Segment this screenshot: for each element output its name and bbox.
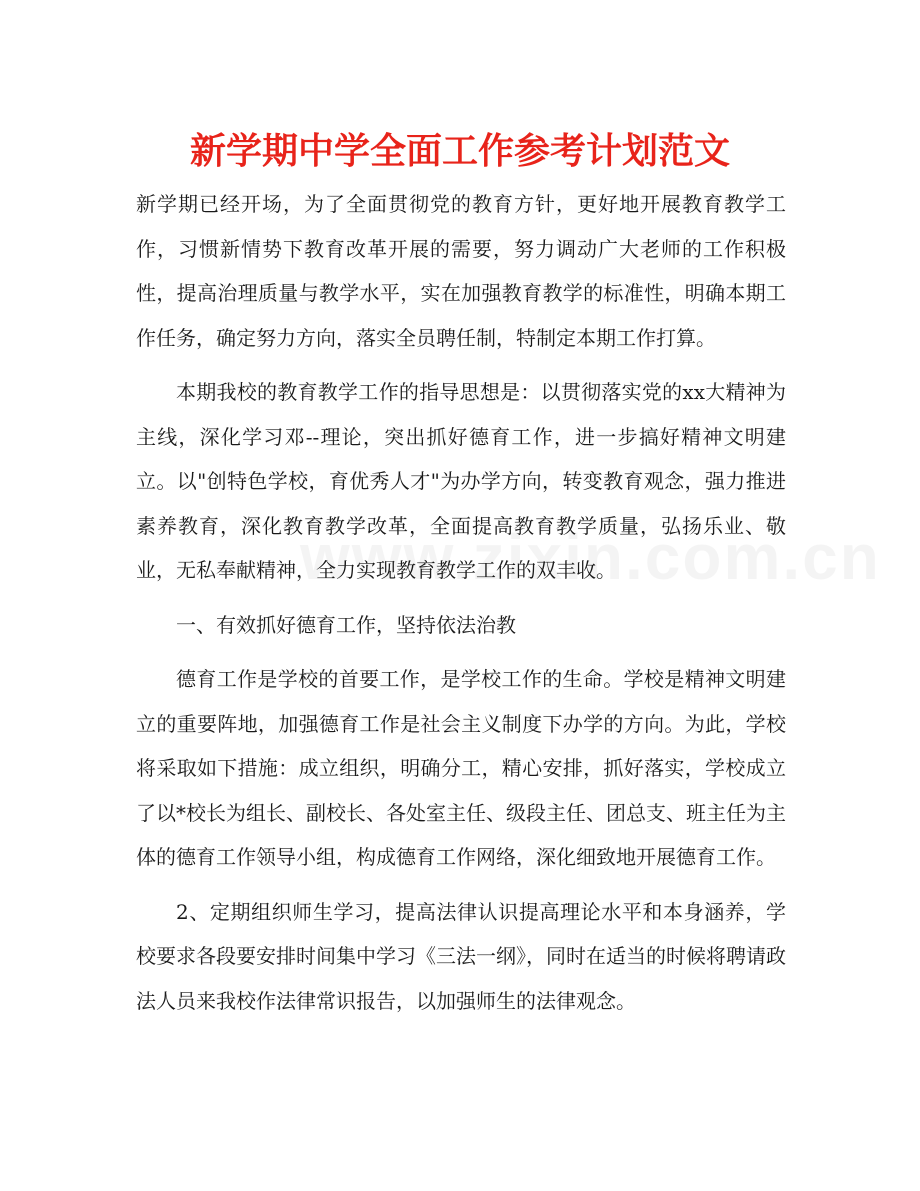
paragraph-guiding-thought: 本期我校的教育教学工作的指导思想是：以贯彻落实党的xx大精神为主线，深化学习邓--理论，突出抓好德育工作，进一步搞好精神文明建立。以"创特色学校，育优秀人才"为办学方向，转变教育观念，强力推进素养教育，深化教育教学改革，全面提高教育教学质量，弘扬乐业、敬业，无私奉献精神，全力实现教育教学工作的双丰收。 (136, 380, 786, 582)
section-heading-moral-education: 一、有效抓好德育工作，坚持依法治教 (176, 612, 516, 637)
paragraph-intro: 新学期已经开场，为了全面贯彻党的教育方针，更好地开展教育教学工作，习惯新情势下教育改革开展的需要，努力调动广大老师的工作积极性，提高治理质量与教学水平，实在加强教育教学的标准性，明确本期工作任务，确定努力方向，落实全员聘任制，特制定本期工作打算。 (136, 192, 786, 350)
paragraph-law-study: 2、定期组织师生学习，提高法律认识提高理论水平和本身涵养，学校要求各段要安排时间集中学习《三法一纲》，同时在适当的时候将聘请政法人员来我校作法律常识报告，以加强师生的法律观念。 (136, 899, 786, 1013)
paragraph-moral-education: 德育工作是学校的首要工作，是学校工作的生命。学校是精神文明建立的重要阵地，加强德育工作是社会主义制度下办学的方向。为此，学校将采取如下措施：成立组织，明确分工，精心安排，抓好落实，学校成立了以*校长为组长、副校长、各处室主任、级段主任、团总支、班主任为主体的德育工作领导小组，构成德育工作网络，深化细致地开展德育工作。 (136, 667, 786, 869)
document-title: 新学期中学全面工作参考计划范文 (189, 131, 730, 172)
document-body (136, 182, 786, 1033)
